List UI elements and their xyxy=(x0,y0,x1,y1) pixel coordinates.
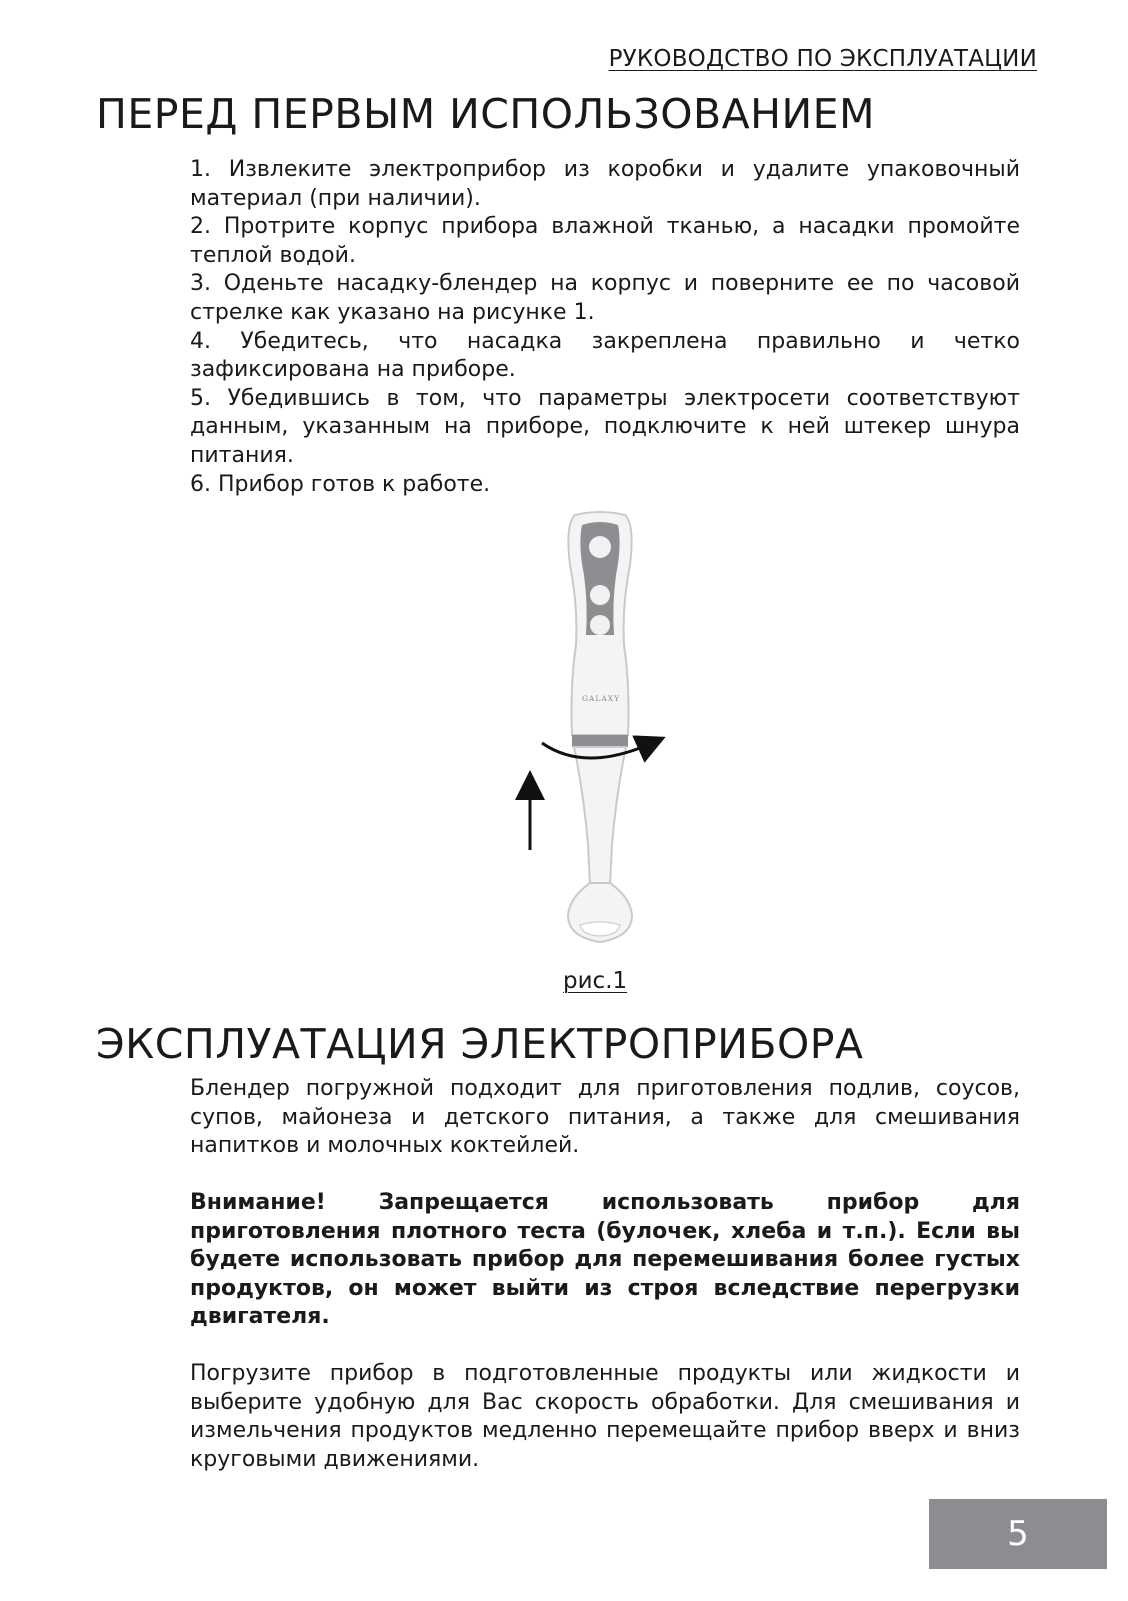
warning-paragraph: Внимание! Запрещается использовать прибор для приготовления плотного теста (булочек, хлеба и т.п.). Если вы будете использовать прибор для перемешивания более густых продуктов, он может выйти из строя вследствие перегрузки двигателя. xyxy=(190,1190,1020,1330)
setup-step: 5. Убедившись в том, что параметры электросети соответствуют данным, указанным на приборе, подключите к ней штекер шнура питания. xyxy=(190,385,1020,468)
setup-step: 1. Извлеките электроприбор из коробки и удалите упаковочный материал (при наличии). xyxy=(190,157,1020,211)
setup-steps-list xyxy=(190,156,1020,499)
blender-body xyxy=(568,512,632,942)
setup-step: 4. Убедитесь, что насадка закреплена правильно и четко зафиксирована на приборе. xyxy=(190,328,1020,383)
section-title-before-first-use: ПЕРЕД ПЕРВЫМ ИСПОЛЬЗОВАНИЕМ xyxy=(96,90,875,138)
document-header: РУКОВОДСТВО ПО ЭКСПЛУАТАЦИИ xyxy=(608,46,1037,72)
speed-button-top-icon xyxy=(589,536,611,558)
setup-step: 2. Протрите корпус прибора влажной тканью, а насадки промойте теплой водой. xyxy=(190,214,1020,268)
usage-paragraph: Погрузите прибор в подготовленные продукты или жидкости и выберите удобную для Вас скорость обработки. Для смешивания и измельчения продуктов медленно перемещайте прибор вверх и вниз круговыми движениями. xyxy=(190,1361,1020,1472)
setup-step: 3. Оденьте насадку-блендер на корпус и поверните ее по часовой стрелке как указано на рисунке 1. xyxy=(190,271,1020,325)
brand-label: GALAXY xyxy=(581,694,621,703)
section-title-operation: ЭКСПЛУАТАЦИЯ ЭЛЕКТРОПРИБОРА xyxy=(96,1020,864,1068)
figure-caption: рис.1 xyxy=(563,968,628,994)
speed-button-2-icon xyxy=(590,615,610,635)
speed-button-1-icon xyxy=(590,585,610,605)
operation-intro-paragraph: Блендер погружной подходит для приготовления подлив, соусов, супов, майонеза и детского питания, а также для смешивания напитков и молочных коктейлей. xyxy=(190,1076,1020,1159)
page-number: 5 xyxy=(929,1499,1107,1569)
blender-illustration xyxy=(500,505,680,965)
setup-step: 6. Прибор готов к работе. xyxy=(190,471,491,497)
